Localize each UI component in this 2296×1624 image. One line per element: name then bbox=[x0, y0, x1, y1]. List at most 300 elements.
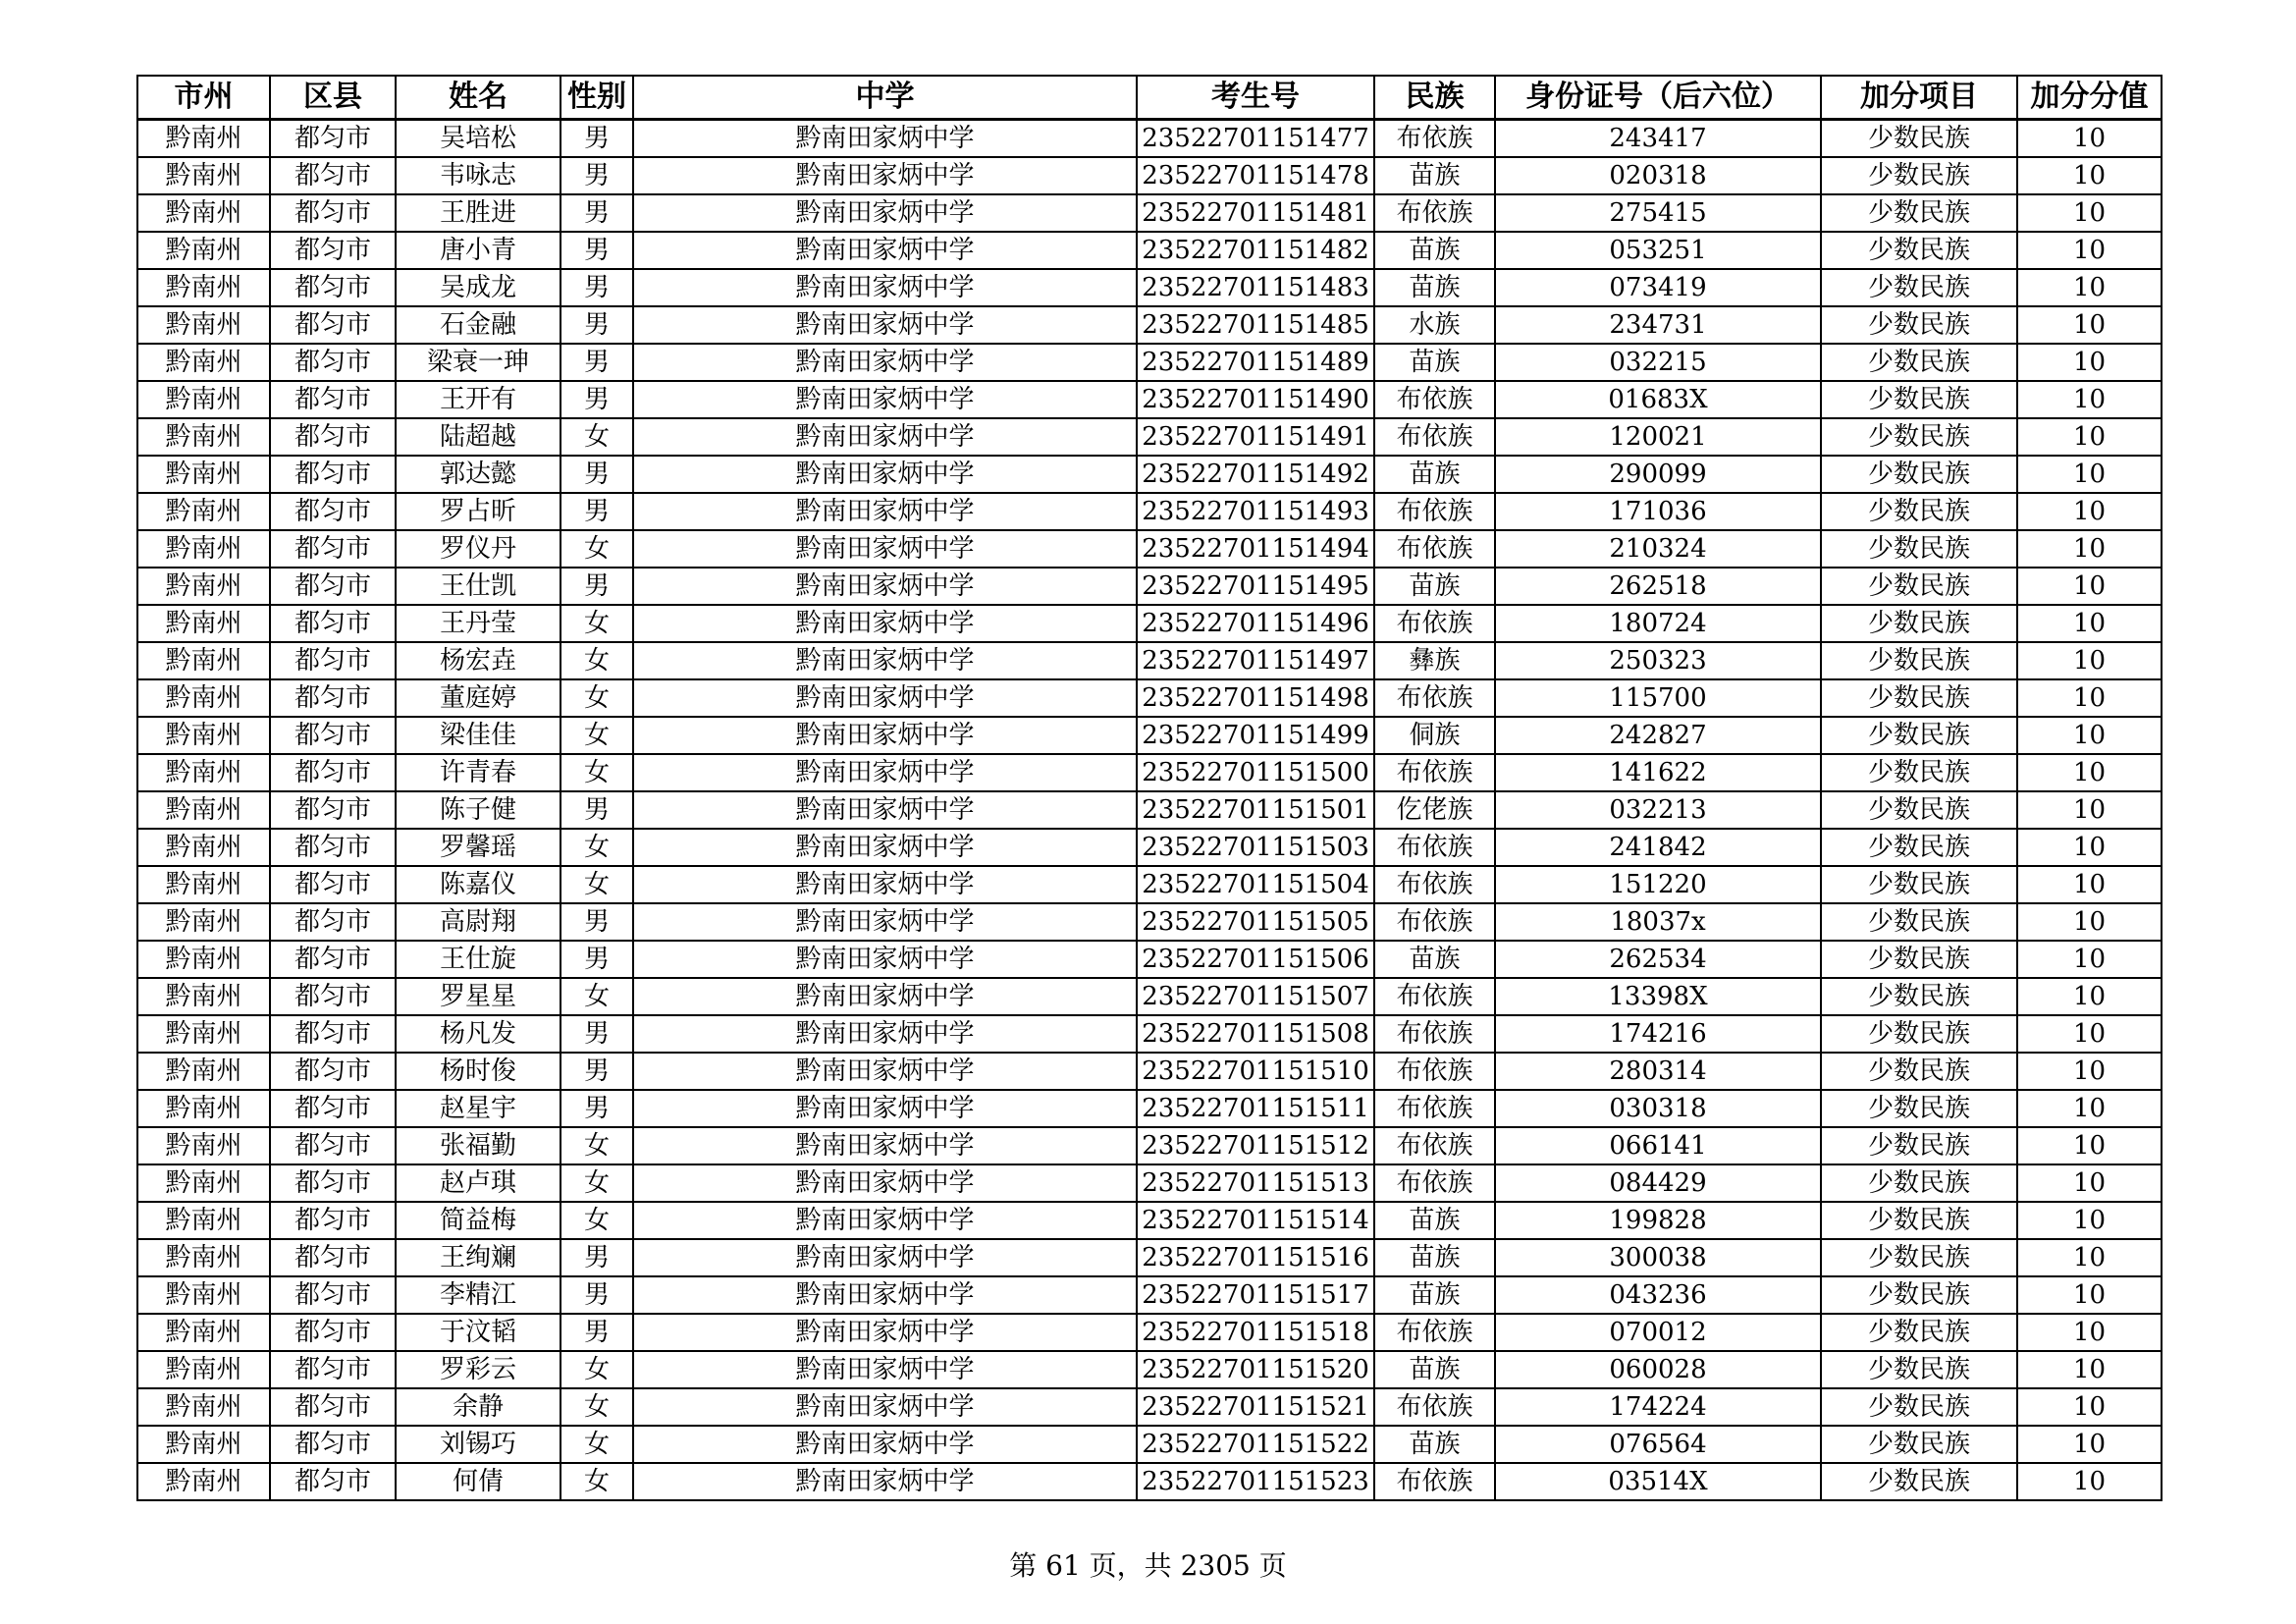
county-cell: 都匀市 bbox=[270, 381, 396, 418]
county-cell: 都匀市 bbox=[270, 1053, 396, 1090]
bonus-points-cell: 10 bbox=[2017, 1053, 2162, 1090]
county-cell: 都匀市 bbox=[270, 978, 396, 1015]
county-cell: 都匀市 bbox=[270, 717, 396, 754]
table-row bbox=[137, 157, 2162, 194]
bonus-item-cell: 少数民族 bbox=[1821, 1202, 2017, 1239]
name-cell: 赵卢琪 bbox=[396, 1164, 561, 1202]
gender-cell: 女 bbox=[561, 679, 633, 717]
city-cell: 黔南州 bbox=[137, 1090, 270, 1127]
county-cell: 都匀市 bbox=[270, 1314, 396, 1351]
gender-cell: 男 bbox=[561, 381, 633, 418]
exam-number-cell: 23522701151518 bbox=[1137, 1314, 1374, 1351]
exam-number-cell: 23522701151490 bbox=[1137, 381, 1374, 418]
col-header-city: 市州 bbox=[137, 76, 270, 120]
name-cell: 杨宏垚 bbox=[396, 642, 561, 679]
id-last-six-cell: 073419 bbox=[1495, 269, 1821, 306]
exam-number-cell: 23522701151517 bbox=[1137, 1276, 1374, 1314]
school-cell: 黔南田家炳中学 bbox=[633, 1015, 1137, 1053]
table-row bbox=[137, 605, 2162, 642]
bonus-item-cell: 少数民族 bbox=[1821, 1164, 2017, 1202]
bonus-points-cell: 10 bbox=[2017, 791, 2162, 829]
school-cell: 黔南田家炳中学 bbox=[633, 568, 1137, 605]
ethnicity-cell: 布依族 bbox=[1374, 978, 1495, 1015]
school-cell: 黔南田家炳中学 bbox=[633, 120, 1137, 158]
school-cell: 黔南田家炳中学 bbox=[633, 381, 1137, 418]
school-cell: 黔南田家炳中学 bbox=[633, 232, 1137, 269]
school-cell: 黔南田家炳中学 bbox=[633, 1090, 1137, 1127]
ethnicity-cell: 布依族 bbox=[1374, 866, 1495, 903]
table-row bbox=[137, 717, 2162, 754]
bonus-item-cell: 少数民族 bbox=[1821, 1426, 2017, 1463]
table-row bbox=[137, 194, 2162, 232]
bonus-points-cell: 10 bbox=[2017, 1127, 2162, 1164]
school-cell: 黔南田家炳中学 bbox=[633, 978, 1137, 1015]
county-cell: 都匀市 bbox=[270, 941, 396, 978]
county-cell: 都匀市 bbox=[270, 157, 396, 194]
id-last-six-cell: 053251 bbox=[1495, 232, 1821, 269]
bonus-points-cell: 10 bbox=[2017, 418, 2162, 456]
id-last-six-cell: 066141 bbox=[1495, 1127, 1821, 1164]
county-cell: 都匀市 bbox=[270, 1388, 396, 1426]
county-cell: 都匀市 bbox=[270, 530, 396, 568]
gender-cell: 男 bbox=[561, 269, 633, 306]
bonus-points-cell: 10 bbox=[2017, 1202, 2162, 1239]
school-cell: 黔南田家炳中学 bbox=[633, 754, 1137, 791]
county-cell: 都匀市 bbox=[270, 754, 396, 791]
exam-number-cell: 23522701151483 bbox=[1137, 269, 1374, 306]
table-row bbox=[137, 381, 2162, 418]
bonus-points-cell: 10 bbox=[2017, 194, 2162, 232]
table-row bbox=[137, 232, 2162, 269]
school-cell: 黔南田家炳中学 bbox=[633, 157, 1137, 194]
table-row bbox=[137, 269, 2162, 306]
name-cell: 余静 bbox=[396, 1388, 561, 1426]
exam-number-cell: 23522701151497 bbox=[1137, 642, 1374, 679]
exam-number-cell: 23522701151491 bbox=[1137, 418, 1374, 456]
table-row bbox=[137, 1388, 2162, 1426]
city-cell: 黔南州 bbox=[137, 1164, 270, 1202]
bonus-item-cell: 少数民族 bbox=[1821, 1127, 2017, 1164]
table-row bbox=[137, 530, 2162, 568]
bonus-item-cell: 少数民族 bbox=[1821, 194, 2017, 232]
header-row bbox=[137, 76, 2162, 120]
city-cell: 黔南州 bbox=[137, 717, 270, 754]
id-last-six-cell: 060028 bbox=[1495, 1351, 1821, 1388]
city-cell: 黔南州 bbox=[137, 941, 270, 978]
id-last-six-cell: 032215 bbox=[1495, 344, 1821, 381]
bonus-points-cell: 10 bbox=[2017, 1388, 2162, 1426]
id-last-six-cell: 262534 bbox=[1495, 941, 1821, 978]
name-cell: 李精江 bbox=[396, 1276, 561, 1314]
id-last-six-cell: 180724 bbox=[1495, 605, 1821, 642]
ethnicity-cell: 布依族 bbox=[1374, 194, 1495, 232]
city-cell: 黔南州 bbox=[137, 344, 270, 381]
gender-cell: 男 bbox=[561, 344, 633, 381]
bonus-item-cell: 少数民族 bbox=[1821, 1276, 2017, 1314]
bonus-points-cell: 10 bbox=[2017, 605, 2162, 642]
name-cell: 韦咏志 bbox=[396, 157, 561, 194]
exam-number-cell: 23522701151495 bbox=[1137, 568, 1374, 605]
county-cell: 都匀市 bbox=[270, 1426, 396, 1463]
id-last-six-cell: 03514X bbox=[1495, 1463, 1821, 1500]
id-last-six-cell: 032213 bbox=[1495, 791, 1821, 829]
bonus-points-cell: 10 bbox=[2017, 829, 2162, 866]
gender-cell: 男 bbox=[561, 493, 633, 530]
bonus-item-cell: 少数民族 bbox=[1821, 717, 2017, 754]
county-cell: 都匀市 bbox=[270, 1015, 396, 1053]
gender-cell: 男 bbox=[561, 456, 633, 493]
bonus-points-cell: 10 bbox=[2017, 381, 2162, 418]
school-cell: 黔南田家炳中学 bbox=[633, 530, 1137, 568]
city-cell: 黔南州 bbox=[137, 791, 270, 829]
table-row bbox=[137, 1164, 2162, 1202]
city-cell: 黔南州 bbox=[137, 978, 270, 1015]
city-cell: 黔南州 bbox=[137, 194, 270, 232]
bonus-item-cell: 少数民族 bbox=[1821, 866, 2017, 903]
exam-number-cell: 23522701151514 bbox=[1137, 1202, 1374, 1239]
county-cell: 都匀市 bbox=[270, 1239, 396, 1276]
ethnicity-cell: 苗族 bbox=[1374, 568, 1495, 605]
name-cell: 唐小青 bbox=[396, 232, 561, 269]
school-cell: 黔南田家炳中学 bbox=[633, 642, 1137, 679]
name-cell: 杨时俊 bbox=[396, 1053, 561, 1090]
table-row bbox=[137, 493, 2162, 530]
school-cell: 黔南田家炳中学 bbox=[633, 903, 1137, 941]
table-row bbox=[137, 1276, 2162, 1314]
bonus-item-cell: 少数民族 bbox=[1821, 1388, 2017, 1426]
bonus-item-cell: 少数民族 bbox=[1821, 306, 2017, 344]
ethnicity-cell: 布依族 bbox=[1374, 418, 1495, 456]
gender-cell: 女 bbox=[561, 642, 633, 679]
gender-cell: 女 bbox=[561, 978, 633, 1015]
bonus-points-cell: 10 bbox=[2017, 493, 2162, 530]
bonus-points-cell: 10 bbox=[2017, 269, 2162, 306]
exam-number-cell: 23522701151492 bbox=[1137, 456, 1374, 493]
ethnicity-cell: 苗族 bbox=[1374, 1239, 1495, 1276]
bonus-points-cell: 10 bbox=[2017, 1276, 2162, 1314]
id-last-six-cell: 076564 bbox=[1495, 1426, 1821, 1463]
gender-cell: 男 bbox=[561, 568, 633, 605]
bonus-item-cell: 少数民族 bbox=[1821, 829, 2017, 866]
table-row bbox=[137, 418, 2162, 456]
city-cell: 黔南州 bbox=[137, 1276, 270, 1314]
city-cell: 黔南州 bbox=[137, 1388, 270, 1426]
col-header-exam-number: 考生号 bbox=[1137, 76, 1374, 120]
id-last-six-cell: 115700 bbox=[1495, 679, 1821, 717]
city-cell: 黔南州 bbox=[137, 1239, 270, 1276]
bonus-item-cell: 少数民族 bbox=[1821, 1314, 2017, 1351]
bonus-points-cell: 10 bbox=[2017, 679, 2162, 717]
exam-number-cell: 23522701151510 bbox=[1137, 1053, 1374, 1090]
bonus-item-cell: 少数民族 bbox=[1821, 1351, 2017, 1388]
bonus-item-cell: 少数民族 bbox=[1821, 791, 2017, 829]
school-cell: 黔南田家炳中学 bbox=[633, 456, 1137, 493]
school-cell: 黔南田家炳中学 bbox=[633, 493, 1137, 530]
exam-number-cell: 23522701151513 bbox=[1137, 1164, 1374, 1202]
county-cell: 都匀市 bbox=[270, 194, 396, 232]
bonus-points-cell: 10 bbox=[2017, 1314, 2162, 1351]
school-cell: 黔南田家炳中学 bbox=[633, 717, 1137, 754]
school-cell: 黔南田家炳中学 bbox=[633, 1388, 1137, 1426]
gender-cell: 男 bbox=[561, 1314, 633, 1351]
bonus-item-cell: 少数民族 bbox=[1821, 642, 2017, 679]
bonus-points-cell: 10 bbox=[2017, 530, 2162, 568]
gender-cell: 男 bbox=[561, 120, 633, 158]
bonus-points-cell: 10 bbox=[2017, 941, 2162, 978]
ethnicity-cell: 水族 bbox=[1374, 306, 1495, 344]
id-last-six-cell: 275415 bbox=[1495, 194, 1821, 232]
exam-number-cell: 23522701151501 bbox=[1137, 791, 1374, 829]
ethnicity-cell: 布依族 bbox=[1374, 1388, 1495, 1426]
gender-cell: 女 bbox=[561, 1426, 633, 1463]
school-cell: 黔南田家炳中学 bbox=[633, 829, 1137, 866]
id-last-six-cell: 030318 bbox=[1495, 1090, 1821, 1127]
school-cell: 黔南田家炳中学 bbox=[633, 418, 1137, 456]
table-row bbox=[137, 1314, 2162, 1351]
city-cell: 黔南州 bbox=[137, 1463, 270, 1500]
school-cell: 黔南田家炳中学 bbox=[633, 194, 1137, 232]
name-cell: 罗彩云 bbox=[396, 1351, 561, 1388]
gender-cell: 男 bbox=[561, 157, 633, 194]
bonus-points-cell: 10 bbox=[2017, 1164, 2162, 1202]
table-row bbox=[137, 456, 2162, 493]
city-cell: 黔南州 bbox=[137, 306, 270, 344]
col-header-id-last-six: 身份证号（后六位） bbox=[1495, 76, 1821, 120]
school-cell: 黔南田家炳中学 bbox=[633, 605, 1137, 642]
exam-number-cell: 23522701151508 bbox=[1137, 1015, 1374, 1053]
table-row bbox=[137, 1202, 2162, 1239]
table-row bbox=[137, 120, 2162, 158]
gender-cell: 女 bbox=[561, 754, 633, 791]
ethnicity-cell: 布依族 bbox=[1374, 1314, 1495, 1351]
id-last-six-cell: 174224 bbox=[1495, 1388, 1821, 1426]
name-cell: 罗仪丹 bbox=[396, 530, 561, 568]
table-row bbox=[137, 791, 2162, 829]
county-cell: 都匀市 bbox=[270, 1351, 396, 1388]
bonus-points-table bbox=[136, 75, 2163, 1501]
col-header-name: 姓名 bbox=[396, 76, 561, 120]
ethnicity-cell: 彝族 bbox=[1374, 642, 1495, 679]
table-row bbox=[137, 1127, 2162, 1164]
gender-cell: 男 bbox=[561, 941, 633, 978]
id-last-six-cell: 174216 bbox=[1495, 1015, 1821, 1053]
city-cell: 黔南州 bbox=[137, 866, 270, 903]
school-cell: 黔南田家炳中学 bbox=[633, 679, 1137, 717]
name-cell: 杨凡发 bbox=[396, 1015, 561, 1053]
bonus-item-cell: 少数民族 bbox=[1821, 568, 2017, 605]
table-row bbox=[137, 568, 2162, 605]
ethnicity-cell: 布依族 bbox=[1374, 903, 1495, 941]
exam-number-cell: 23522701151498 bbox=[1137, 679, 1374, 717]
ethnicity-cell: 布依族 bbox=[1374, 679, 1495, 717]
city-cell: 黔南州 bbox=[137, 642, 270, 679]
bonus-item-cell: 少数民族 bbox=[1821, 754, 2017, 791]
table-row bbox=[137, 679, 2162, 717]
county-cell: 都匀市 bbox=[270, 344, 396, 381]
ethnicity-cell: 苗族 bbox=[1374, 1276, 1495, 1314]
gender-cell: 女 bbox=[561, 605, 633, 642]
name-cell: 吴成龙 bbox=[396, 269, 561, 306]
gender-cell: 男 bbox=[561, 1015, 633, 1053]
county-cell: 都匀市 bbox=[270, 679, 396, 717]
name-cell: 何倩 bbox=[396, 1463, 561, 1500]
name-cell: 于汶韬 bbox=[396, 1314, 561, 1351]
table-row bbox=[137, 1239, 2162, 1276]
id-last-six-cell: 020318 bbox=[1495, 157, 1821, 194]
ethnicity-cell: 苗族 bbox=[1374, 1202, 1495, 1239]
bonus-item-cell: 少数民族 bbox=[1821, 381, 2017, 418]
county-cell: 都匀市 bbox=[270, 418, 396, 456]
bonus-points-cell: 10 bbox=[2017, 1239, 2162, 1276]
bonus-points-cell: 10 bbox=[2017, 456, 2162, 493]
city-cell: 黔南州 bbox=[137, 381, 270, 418]
gender-cell: 男 bbox=[561, 306, 633, 344]
county-cell: 都匀市 bbox=[270, 306, 396, 344]
gender-cell: 女 bbox=[561, 1351, 633, 1388]
ethnicity-cell: 苗族 bbox=[1374, 1426, 1495, 1463]
bonus-item-cell: 少数民族 bbox=[1821, 1015, 2017, 1053]
name-cell: 王仕凯 bbox=[396, 568, 561, 605]
name-cell: 陈子健 bbox=[396, 791, 561, 829]
table-row bbox=[137, 306, 2162, 344]
school-cell: 黔南田家炳中学 bbox=[633, 1239, 1137, 1276]
gender-cell: 男 bbox=[561, 791, 633, 829]
ethnicity-cell: 苗族 bbox=[1374, 1351, 1495, 1388]
ethnicity-cell: 仡佬族 bbox=[1374, 791, 1495, 829]
id-last-six-cell: 13398X bbox=[1495, 978, 1821, 1015]
col-header-bonus-points: 加分分值 bbox=[2017, 76, 2162, 120]
gender-cell: 女 bbox=[561, 866, 633, 903]
id-last-six-cell: 250323 bbox=[1495, 642, 1821, 679]
bonus-item-cell: 少数民族 bbox=[1821, 1053, 2017, 1090]
id-last-six-cell: 210324 bbox=[1495, 530, 1821, 568]
school-cell: 黔南田家炳中学 bbox=[633, 791, 1137, 829]
exam-number-cell: 23522701151507 bbox=[1137, 978, 1374, 1015]
city-cell: 黔南州 bbox=[137, 605, 270, 642]
gender-cell: 男 bbox=[561, 1239, 633, 1276]
bonus-item-cell: 少数民族 bbox=[1821, 120, 2017, 158]
county-cell: 都匀市 bbox=[270, 1463, 396, 1500]
table-row bbox=[137, 1053, 2162, 1090]
ethnicity-cell: 苗族 bbox=[1374, 269, 1495, 306]
name-cell: 陆超越 bbox=[396, 418, 561, 456]
table-row bbox=[137, 1463, 2162, 1500]
name-cell: 许青春 bbox=[396, 754, 561, 791]
county-cell: 都匀市 bbox=[270, 903, 396, 941]
col-header-ethnicity: 民族 bbox=[1374, 76, 1495, 120]
name-cell: 罗馨瑶 bbox=[396, 829, 561, 866]
exam-number-cell: 23522701151494 bbox=[1137, 530, 1374, 568]
table-row bbox=[137, 1351, 2162, 1388]
name-cell: 王丹莹 bbox=[396, 605, 561, 642]
exam-number-cell: 23522701151477 bbox=[1137, 120, 1374, 158]
id-last-six-cell: 242827 bbox=[1495, 717, 1821, 754]
gender-cell: 女 bbox=[561, 717, 633, 754]
table-row bbox=[137, 754, 2162, 791]
name-cell: 王仕旋 bbox=[396, 941, 561, 978]
gender-cell: 女 bbox=[561, 1164, 633, 1202]
ethnicity-cell: 布依族 bbox=[1374, 1015, 1495, 1053]
exam-number-cell: 23522701151493 bbox=[1137, 493, 1374, 530]
name-cell: 罗占昕 bbox=[396, 493, 561, 530]
exam-number-cell: 23522701151521 bbox=[1137, 1388, 1374, 1426]
gender-cell: 女 bbox=[561, 1388, 633, 1426]
gender-cell: 女 bbox=[561, 1127, 633, 1164]
bonus-item-cell: 少数民族 bbox=[1821, 941, 2017, 978]
col-header-county: 区县 bbox=[270, 76, 396, 120]
id-last-six-cell: 070012 bbox=[1495, 1314, 1821, 1351]
table-row bbox=[137, 344, 2162, 381]
bonus-points-cell: 10 bbox=[2017, 568, 2162, 605]
bonus-points-cell: 10 bbox=[2017, 754, 2162, 791]
ethnicity-cell: 布依族 bbox=[1374, 120, 1495, 158]
exam-number-cell: 23522701151499 bbox=[1137, 717, 1374, 754]
gender-cell: 女 bbox=[561, 1463, 633, 1500]
name-cell: 吴培松 bbox=[396, 120, 561, 158]
city-cell: 黔南州 bbox=[137, 754, 270, 791]
bonus-item-cell: 少数民族 bbox=[1821, 679, 2017, 717]
id-last-six-cell: 151220 bbox=[1495, 866, 1821, 903]
school-cell: 黔南田家炳中学 bbox=[633, 941, 1137, 978]
gender-cell: 男 bbox=[561, 1090, 633, 1127]
school-cell: 黔南田家炳中学 bbox=[633, 269, 1137, 306]
bonus-item-cell: 少数民族 bbox=[1821, 1239, 2017, 1276]
school-cell: 黔南田家炳中学 bbox=[633, 866, 1137, 903]
name-cell: 高尉翔 bbox=[396, 903, 561, 941]
ethnicity-cell: 布依族 bbox=[1374, 493, 1495, 530]
id-last-six-cell: 171036 bbox=[1495, 493, 1821, 530]
table-row bbox=[137, 1426, 2162, 1463]
table-row bbox=[137, 1090, 2162, 1127]
city-cell: 黔南州 bbox=[137, 1127, 270, 1164]
table-row bbox=[137, 642, 2162, 679]
id-last-six-cell: 141622 bbox=[1495, 754, 1821, 791]
id-last-six-cell: 243417 bbox=[1495, 120, 1821, 158]
ethnicity-cell: 布依族 bbox=[1374, 1127, 1495, 1164]
city-cell: 黔南州 bbox=[137, 269, 270, 306]
ethnicity-cell: 苗族 bbox=[1374, 157, 1495, 194]
gender-cell: 男 bbox=[561, 232, 633, 269]
ethnicity-cell: 侗族 bbox=[1374, 717, 1495, 754]
school-cell: 黔南田家炳中学 bbox=[633, 306, 1137, 344]
exam-number-cell: 23522701151485 bbox=[1137, 306, 1374, 344]
name-cell: 梁佳佳 bbox=[396, 717, 561, 754]
county-cell: 都匀市 bbox=[270, 120, 396, 158]
bonus-item-cell: 少数民族 bbox=[1821, 1090, 2017, 1127]
ethnicity-cell: 布依族 bbox=[1374, 829, 1495, 866]
school-cell: 黔南田家炳中学 bbox=[633, 1351, 1137, 1388]
city-cell: 黔南州 bbox=[137, 1053, 270, 1090]
city-cell: 黔南州 bbox=[137, 1314, 270, 1351]
county-cell: 都匀市 bbox=[270, 493, 396, 530]
bonus-points-cell: 10 bbox=[2017, 1426, 2162, 1463]
city-cell: 黔南州 bbox=[137, 418, 270, 456]
county-cell: 都匀市 bbox=[270, 1090, 396, 1127]
id-last-six-cell: 290099 bbox=[1495, 456, 1821, 493]
id-last-six-cell: 01683X bbox=[1495, 381, 1821, 418]
id-last-six-cell: 300038 bbox=[1495, 1239, 1821, 1276]
name-cell: 王胜进 bbox=[396, 194, 561, 232]
id-last-six-cell: 18037x bbox=[1495, 903, 1821, 941]
bonus-item-cell: 少数民族 bbox=[1821, 530, 2017, 568]
bonus-points-cell: 10 bbox=[2017, 1015, 2162, 1053]
city-cell: 黔南州 bbox=[137, 1015, 270, 1053]
bonus-points-cell: 10 bbox=[2017, 717, 2162, 754]
city-cell: 黔南州 bbox=[137, 903, 270, 941]
id-last-six-cell: 234731 bbox=[1495, 306, 1821, 344]
county-cell: 都匀市 bbox=[270, 1202, 396, 1239]
exam-number-cell: 23522701151516 bbox=[1137, 1239, 1374, 1276]
